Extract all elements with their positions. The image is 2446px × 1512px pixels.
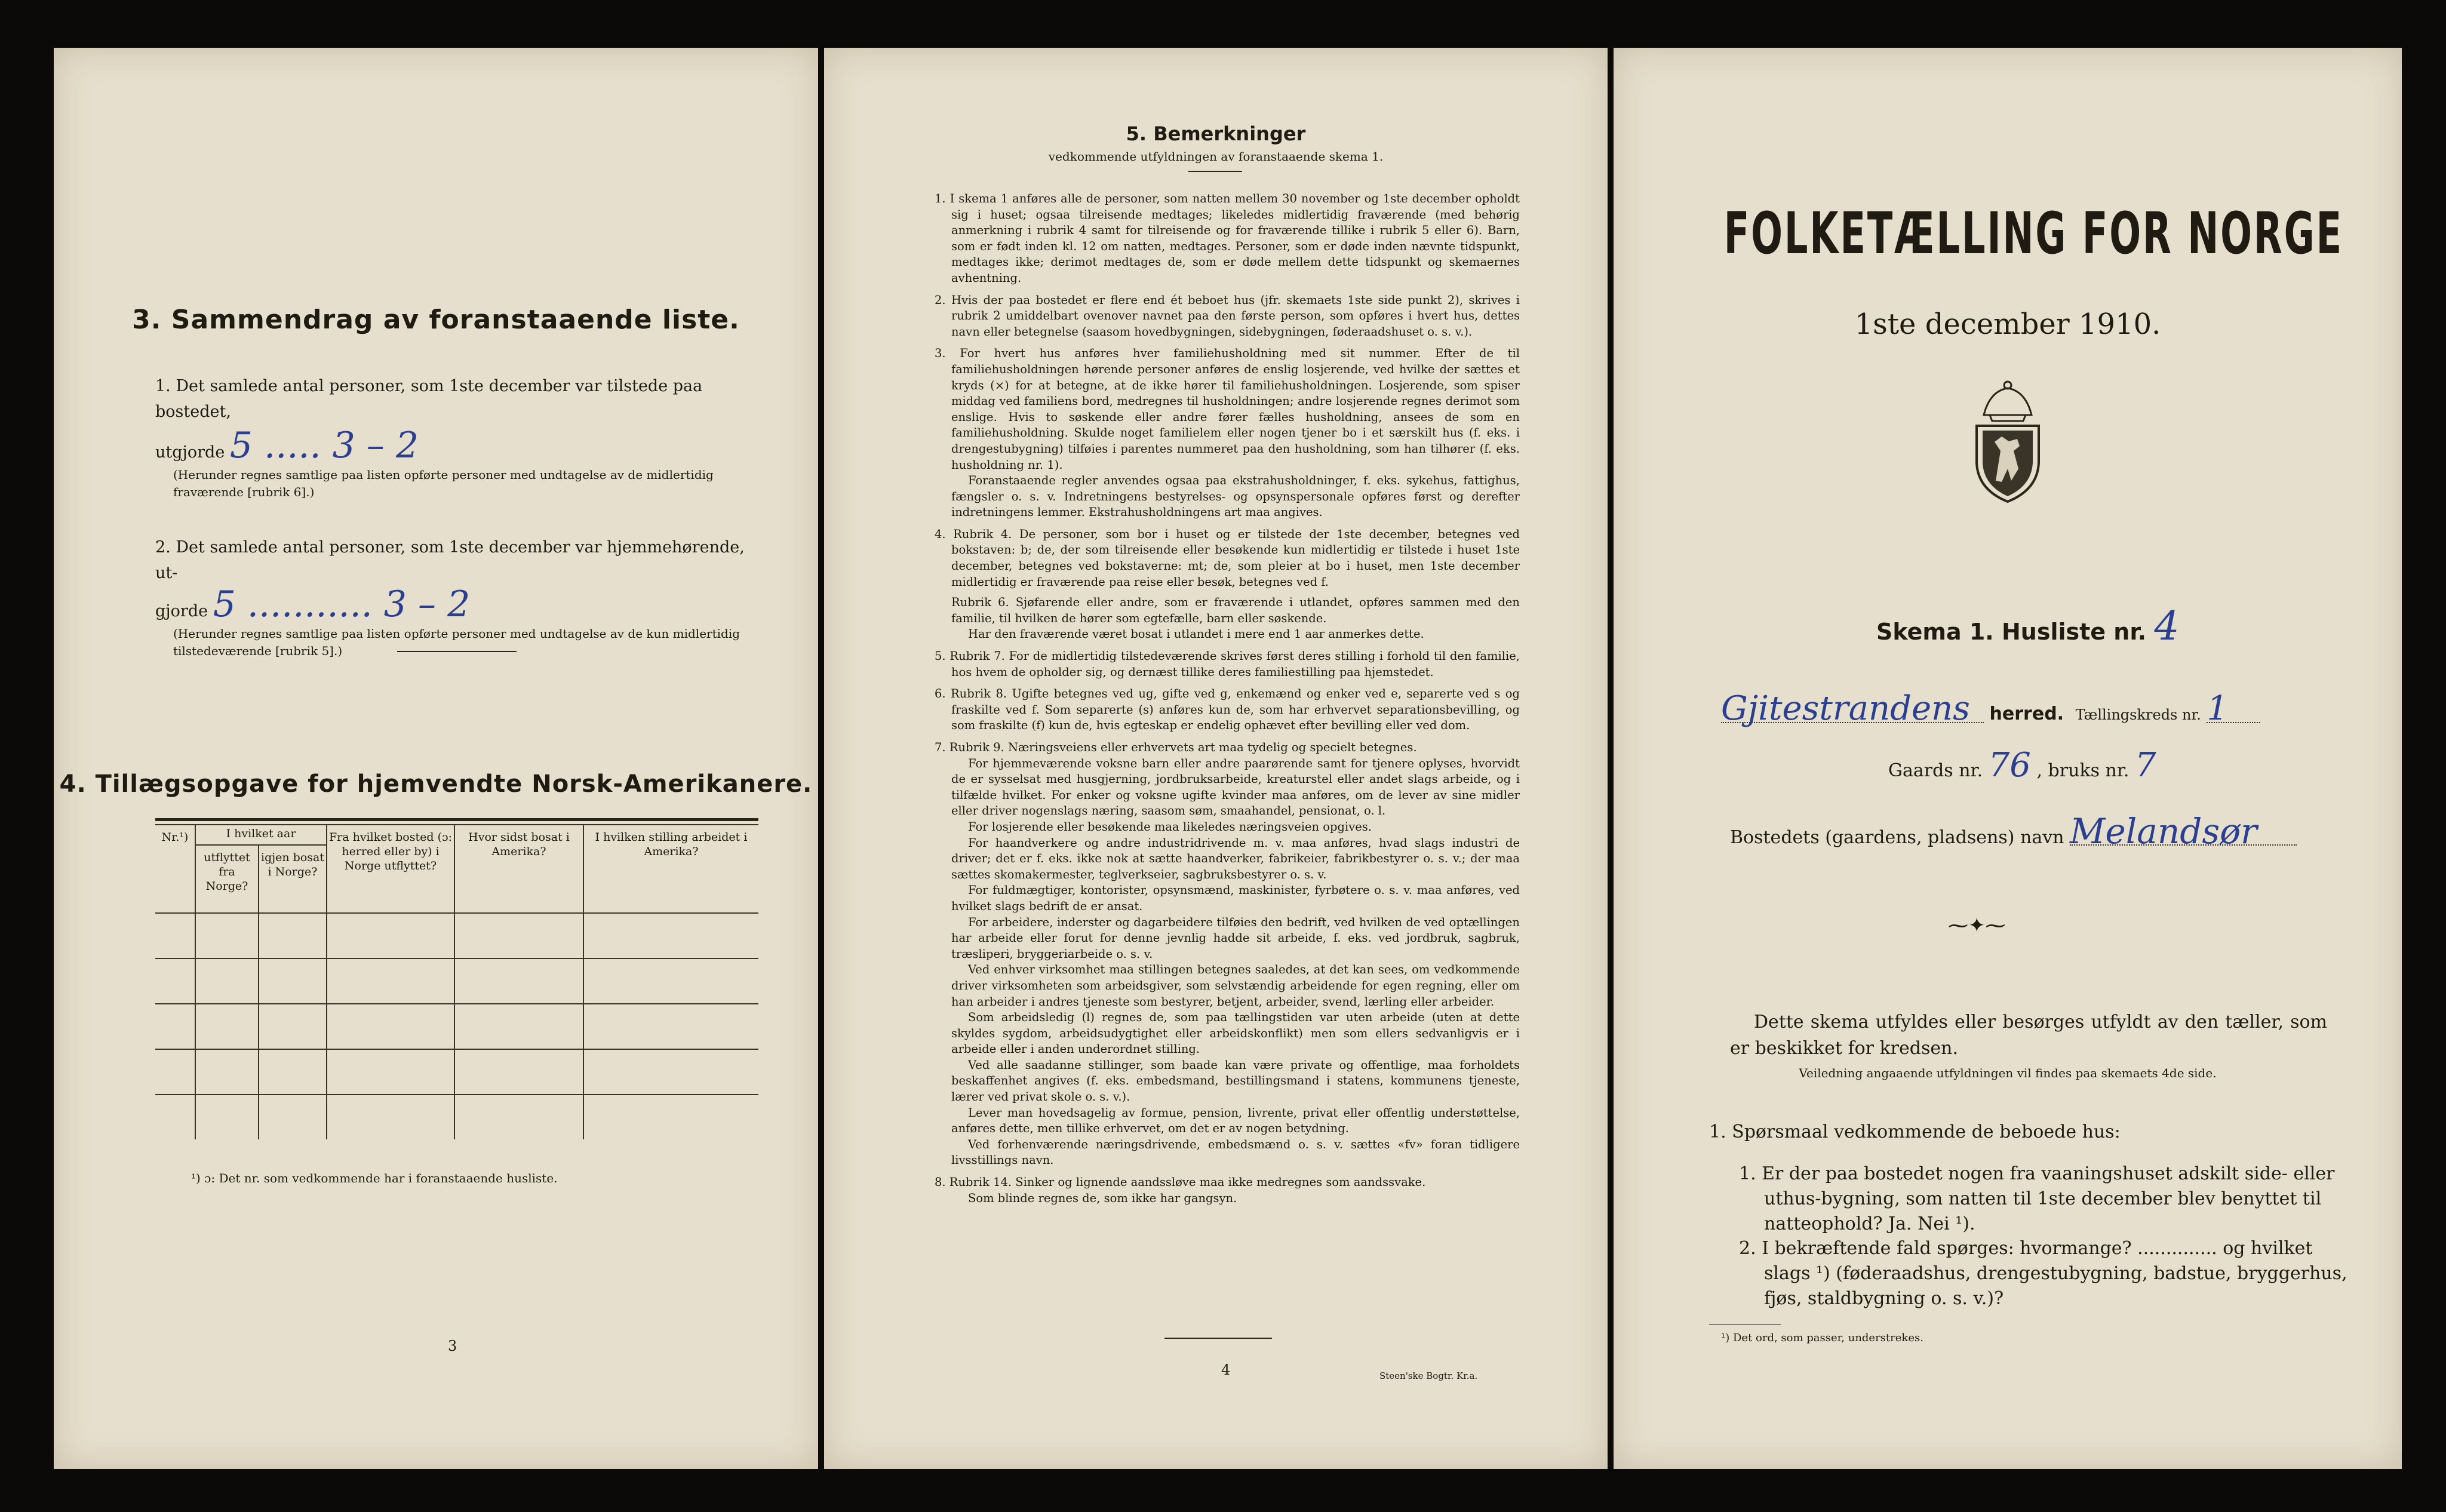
remark-4: 4. Rubrik 4. De personer, som bor i huset og er tilstede der 1ste december, betegnes ved bokstaven: b; de, der som tilreisende eller besøkende kun midlertidig er tilstede i huset 1ste december, betegnes ved bokstaverne: mt; de, som pleier at bo i huset, men 1ste december midlertidig er fraværende paa reise eller besøk, betegnes ved f.: [935, 527, 1520, 589]
item2-prefix: gjorde: [155, 602, 208, 620]
remarks-divider: [1188, 171, 1242, 172]
census-date: 1ste december 1910.: [1854, 308, 2161, 341]
remark-6: 6. Rubrik 8. Ugifte betegnes ved ug, gifte ved g, enkemænd og enker ved e, separerte ved s og fraskilte ved f. Som separerte (s) anføres kun de, som har erhvervet separationsbevilling, og som fraskilte (f) kun de, hvis egteskap er endelig ophævet efter bevilling eller ved dom.: [935, 687, 1520, 733]
header-stilling: I hvilken stilling arbeidet i Amerika?: [583, 825, 758, 913]
printer-mark: Steen'ske Bogtr. Kr.a.: [1379, 1370, 1478, 1381]
table-row: [155, 1004, 758, 1049]
right-footnote: ¹) Det ord, som passer, understrekes.: [1721, 1332, 1923, 1344]
table-row: [155, 1095, 758, 1139]
header-fra-bosted: Fra hvilket bosted (ɔ: herred eller by) i Norge utflyttet?: [327, 825, 454, 913]
header-hvor-bosat: Hvor sidst bosat i Amerika?: [454, 825, 583, 913]
instruction-text: Dette skema utfyldes eller besørges utfyldt av den tæller, som er beskikket for kredsen.: [1730, 1012, 2327, 1059]
table-row: [155, 1049, 758, 1095]
ornament-icon: ⁓✦⁓: [1948, 914, 2006, 938]
remark-7i: Ved alle saadanne stillinger, som baade kan være private og offentlige, maa forholdets beskaffenhet angives (f. eks. embedsmand, bestillingsmand i statens, kommunens tjeneste, lærer ved privat skole o. s. v.).: [951, 1058, 1520, 1104]
header-aar: I hvilket aar: [195, 825, 327, 845]
page-middle: [824, 48, 1608, 1469]
question-1: 1. Er der paa bostedet nogen fra vaaningshuset adskilt side- eller uthus-bygning, som natten til 1ste december blev benyttet til natteophold? Ja. Nei ¹).: [1739, 1163, 2335, 1234]
krets-value: 1: [2207, 696, 2260, 723]
page-number-3: 3: [448, 1338, 457, 1354]
remark-5: 5. Rubrik 7. For de midlertidig tilstedeværende skrives først deres stilling i forhold til den familie, hos hvem de opholder sig, og dernæst tillike deres familiestilling paa hjemstedet.: [935, 649, 1520, 679]
remark-2: 2. Hvis der paa bostedet er flere end ét beboet hus (jfr. skemaets 1ste side punkt 2), skrives i rubrik 2 umiddelbart ovenover navnet paa den første person, som opføres i hvert hus, dettes navn eller betegnelse (saasom hovedbygningen, sidebygningen, føderaadshuset o. s. v.).: [935, 293, 1520, 339]
questions-title: 1. Spørsmaal vedkommende de beboede hus:: [1709, 1121, 2121, 1142]
remark-4c: Har den fraværende været bosat i utlandet i mere end 1 aar anmerkes dette.: [968, 627, 1424, 641]
summary-item-1: [155, 373, 764, 501]
remark-7c: For losjerende eller besøkende maa likeledes næringsveien opgives.: [968, 819, 1372, 834]
remark-4b: Rubrik 6. Sjøfarende eller andre, som er fraværende i utlandet, opføres sammen med den familie, til hvilken de hører som egtefælle, barn eller søskende.: [951, 595, 1520, 625]
bruks-value: 7: [2134, 746, 2156, 785]
divider: [397, 651, 517, 652]
herred-value: Gjitestrandens: [1721, 696, 1984, 723]
guidance-text: Veiledning angaaende utfyldningen vil findes paa skemaets 4de side.: [1799, 1066, 2217, 1080]
item1-note: (Herunder regnes samtlige paa listen opførte personer med undtagelse av de midlertidig fraværende [rubrik 6].): [173, 468, 714, 499]
remark-8b: Som blinde regnes de, som ikke har gangsyn.: [968, 1191, 1237, 1205]
question-2: 2. I bekræftende fald spørges: hvormange? .............. og hvilket slags ¹) (føderaadshus, drengestubygning, badstue, bryggerhus, fjøs, staldbygning o. s. v.)?: [1739, 1238, 2347, 1309]
gaards-label: Gaards nr.: [1888, 760, 1983, 781]
bosted-value: Melandsør: [2070, 818, 2297, 846]
page-number-4: 4: [1221, 1362, 1231, 1378]
section4-title: 4. Tillægsopgave for hjemvendte Norsk-Amerikanere.: [59, 770, 813, 798]
schema-label: Skema 1. Husliste nr.: [1876, 619, 2147, 645]
remark-3: 3. For hvert hus anføres hver familiehusholdning med sit nummer. Efter de til familiehusholdningen hørende personer anføres de enslig losjerende, ved hvilke der sættes et kryds (×) for at betegne, at de ikke hører til familiehusholdningen. Losjerende, som spiser middag ved familiens bord, medregnes til husholdningen; andre losjerende regnes derimot som enslige. Hvis to søskende eller andre fører fælles husholdning, ansees de som en familiehusholdning. Skulde noget familielem eller nogen tjener bo i et særskilt hus (f. eks. i drengestubygning) tilføies i parentes nummeret paa den husholdning, som han tilhører (f. eks. husholdning nr. 1).: [935, 346, 1520, 472]
gaards-value: 76: [1988, 746, 2031, 785]
bottom-divider: [1164, 1338, 1272, 1339]
gaards-line: [1888, 746, 2156, 785]
item2-handwritten: 5 ........... 3 – 2: [213, 583, 471, 625]
remark-7b: For hjemmeværende voksne barn eller andre paarørende samt for tjenere oplyses, hvorvidt de er sysselsat med husgjerning, jordbruksarbeide, kreaturstel eller andet slags arbeide, og i tilfælde hvilket. For enker og voksne ugifte kvinder maa anføres, om de lever av sine midler eller driver nogenslags næring, saasom søm, smaahandel, pensionat, o. l.: [951, 756, 1520, 818]
bosted-line: [1730, 811, 2297, 852]
table-top-rule: [155, 818, 758, 821]
header-nr: Nr.¹): [155, 825, 195, 913]
norway-coat-of-arms-icon: [1966, 379, 2049, 505]
remark-7k: Ved forhenværende næringsdrivende, embedsmænd o. s. v. sættes «fv» foran tidligere livsstillings navn.: [951, 1137, 1520, 1167]
census-title: FOLKETÆLLING FOR NORGE: [1723, 200, 2343, 267]
remark-7: 7. Rubrik 9. Næringsveiens eller erhvervets art maa tydelig og specielt betegnes.: [935, 740, 1417, 754]
norsk-amerikanere-table: [155, 824, 758, 1139]
header-utflyttet: utflyttet fra Norge?: [195, 845, 259, 913]
section3-title: 3. Sammendrag av foranstaaende liste.: [132, 305, 740, 335]
husliste-number: 4: [2154, 603, 2180, 649]
item2-note: (Herunder regnes samtlige paa listen opførte personer med undtagelse av de kun midlertidig tilstedeværende [rubrik 5].): [173, 626, 740, 658]
census-title-wrap: [1614, 200, 2402, 267]
schema-line: [1876, 603, 2179, 649]
item2-text: 2. Det samlede antal personer, som 1ste december var hjemmehørende, ut-: [155, 538, 745, 582]
remark-7h: Som arbeidsledig (l) regnes de, som paa tællingstiden var uten arbeide (uten at dette skyldes sygdom, arbeidsudygtighet eller arbeidskonflikt) men som ellers sedvanligvis er i arbeide eller i anden underordnet stilling.: [951, 1010, 1520, 1056]
remarks-subtitle: vedkommende utfyldningen av foranstaaende skema 1.: [1048, 149, 1384, 164]
remark-7d: For haandverkere og andre industridrivende m. v. maa anføres, hvad slags industri de driver; det er f. eks. ikke nok at sætte haandverker, fabrikeier, fabrikbestyrer o. s. v.; der maa sættes skomakermester, teglverkseier, sagbruksbestyrer o. s. v.: [951, 835, 1520, 881]
table-row: [155, 913, 758, 958]
header-igjen-bosat: igjen bosat i Norge?: [259, 845, 327, 913]
item1-prefix: utgjorde: [155, 443, 225, 462]
page-left: [54, 48, 818, 1469]
remark-3b: Foranstaaende regler anvendes ogsaa paa ekstrahusholdninger, f. eks. sykehus, fattighus, fængsler o. s. v. Indretningens bestyrelses- og opsynspersonale opføres først og derefter indretningens lemmer. Ekstrahusholdningens art maa angives.: [951, 474, 1520, 520]
item1-text: 1. Det samlede antal personer, som 1ste december var tilstede paa bostedet,: [155, 377, 703, 421]
remark-7g: Ved enhver virksomhet maa stillingen betegnes saaledes, at det kan sees, om vedkommende driver virksomheten som arbeidsgiver, som selvstændig arbeidende for egen regning, eller om han arbeider i andres tjeneste som bestyrer, betjent, arbeider, svend, lærling eller arbeider.: [951, 963, 1520, 1009]
remark-7f: For arbeidere, inderster og dagarbeidere tilføies den bedrift, ved hvilken de ved optællingen har arbeide eller forut for denne jevnlig hadde sit arbeide, f. eks. ved jordbruk, sagbruk, træsliperi, bryggeriarbeide o. s. v.: [951, 915, 1520, 961]
item1-handwritten: 5 ..... 3 – 2: [229, 425, 419, 466]
table-row: [155, 958, 758, 1004]
remarks-title: 5. Bemerkninger: [1126, 122, 1306, 145]
footnote-rule: [1709, 1324, 1781, 1325]
remarks-list: [935, 191, 1520, 1206]
remark-7e: For fuldmægtiger, kontorister, opsynsmænd, maskinister, fyrbøtere o. s. v. maa anføres, ved hvilket slags bedrift de er ansat.: [951, 883, 1520, 913]
page-right: [1614, 48, 2402, 1469]
bruks-label: , bruks nr.: [2036, 760, 2130, 781]
herred-label: herred.: [1989, 703, 2064, 724]
table-footnote: ¹) ɔ: Det nr. som vedkommende har i foranstaaende husliste.: [191, 1171, 558, 1185]
krets-label: Tællingskreds nr.: [2075, 706, 2201, 723]
bosted-label: Bostedets (gaardens, pladsens) navn: [1730, 827, 2064, 848]
remark-1: 1. I skema 1 anføres alle de personer, som natten mellem 30 november og 1ste december opholdt sig i huset; ogsaa tilreisende medtages; likeledes midlertidig fraværende (med behørig anmerkning i rubrik 4 samt for tilreisende og for fraværende tillike i rubrik 5 eller 6). Barn, som er født inden kl. 12 om natten, medtages. Personer, som er døde inden nævnte tidspunkt, medtages ikke; derimot medtages de, som er døde mellem dette tidspunkt og skemaernes avhentning.: [935, 192, 1520, 285]
remark-8: 8. Rubrik 14. Sinker og lignende aandssløve maa ikke medregnes som aandssvake.: [935, 1175, 1426, 1190]
summary-item-2: [155, 534, 764, 660]
remark-7j: Lever man hovedsagelig av formue, pension, livrente, privat eller offentlig understøttelse, anføres dette, men tillike erhvervet, om det er av nogen betydning.: [951, 1105, 1520, 1136]
herred-line: [1721, 689, 2260, 728]
